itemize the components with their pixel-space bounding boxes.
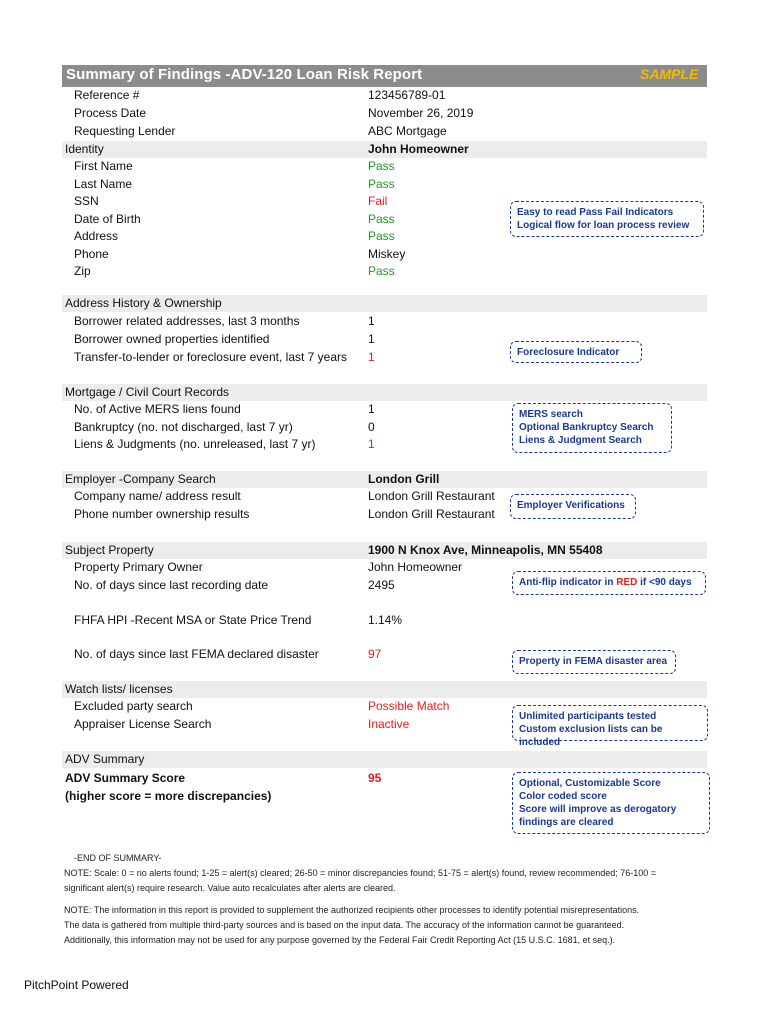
- row-label: Borrower owned properties identified: [74, 332, 270, 346]
- adv-score: 95: [368, 771, 382, 785]
- row-label: Phone number ownership results: [74, 507, 250, 521]
- note-text: NOTE: Scale: 0 = no alerts found; 1-25 = alert(s) cleared; 26-50 = minor discrepancies found; 51-75 = alert(s) found, review recommended; 76-100 =: [64, 868, 657, 878]
- note-text: significant alert(s) require research. Value auto recalculates after alerts are cleared.: [64, 883, 396, 893]
- row-value: 1: [368, 402, 375, 416]
- section-title: Address History & Ownership: [65, 296, 222, 310]
- callout-fema: [512, 650, 676, 674]
- callout-mortgage: [512, 403, 672, 453]
- score-label: ADV Summary Score: [65, 771, 186, 785]
- row-value-alert: 1: [368, 350, 375, 364]
- row-value: 1.14%: [368, 613, 403, 627]
- row-label: Property Primary Owner: [74, 560, 203, 574]
- callout-text: Anti-flip indicator in: [519, 577, 617, 588]
- section-title: Watch lists/ licenses: [65, 682, 173, 696]
- row-label: Phone: [74, 247, 109, 261]
- callout-red-text: RED: [616, 577, 638, 588]
- section-identity: [62, 141, 707, 158]
- row-value: 1: [368, 332, 375, 346]
- callout-line: Property in FEMA disaster area: [519, 656, 668, 667]
- callout-antiflip: [512, 571, 706, 595]
- row-label: Bankruptcy (no. not discharged, last 7 yr): [74, 420, 293, 434]
- row-value: London Grill Restaurant: [368, 507, 495, 521]
- callout-line: Optional, Customizable Score: [519, 778, 661, 789]
- row-value: 2495: [368, 578, 395, 592]
- row-value-alert: 97: [368, 647, 382, 661]
- callout-score: [512, 772, 710, 834]
- callout-line: Score will improve as derogatory: [519, 804, 677, 815]
- meta-value: 123456789-01: [368, 88, 446, 102]
- callout-employer: [510, 494, 636, 519]
- status-fail: Fail: [368, 194, 388, 208]
- row-label: Liens & Judgments (no. unreleased, last 7 yr): [74, 437, 316, 451]
- callout-line: Easy to read Pass Fail Indicators: [517, 207, 674, 218]
- callout-line: findings are cleared: [519, 817, 614, 828]
- section-address: [62, 295, 707, 312]
- meta-label: Process Date: [74, 106, 147, 120]
- row-label: No. of days since last recording date: [74, 578, 269, 592]
- section-title: Employer -Company Search: [65, 472, 216, 486]
- callout-line: Color coded score: [519, 791, 607, 802]
- callout-line: Custom exclusion lists can be included: [519, 724, 663, 748]
- meta-label: Requesting Lender: [74, 124, 176, 138]
- note-text: Additionally, this information may not be used for any purpose governed by the Federal Fair Credit Reporting Act (15 U.S.C. 1681, et seq.).: [64, 935, 616, 945]
- note-text: NOTE: The information in this report is provided to supplement the authorized recipients other processes to identify potential misrepresentations.: [64, 905, 640, 915]
- callout-foreclosure: [510, 341, 642, 363]
- callout-watch: [512, 705, 708, 748]
- section-title: Mortgage / Civil Court Records: [65, 385, 230, 399]
- meta-value: November 26, 2019: [368, 106, 474, 120]
- row-value: 1: [368, 314, 375, 328]
- callout-text: if <90 days: [637, 577, 692, 588]
- status-pass: Pass: [368, 159, 395, 173]
- row-value: London Grill Restaurant: [368, 489, 495, 503]
- row-label: Excluded party search: [74, 699, 193, 713]
- row-value-alert: 1: [368, 437, 375, 451]
- row-label: Date of Birth: [74, 212, 141, 226]
- row-value-alert: Inactive: [368, 717, 410, 731]
- section-watch: [62, 681, 707, 698]
- callout-line: Foreclosure Indicator: [517, 347, 620, 358]
- row-label: Address: [74, 229, 119, 243]
- callout-line: Optional Bankruptcy Search: [519, 422, 654, 433]
- row-label: Company name/ address result: [74, 489, 241, 503]
- row-value: John Homeowner: [368, 560, 463, 574]
- callout-line: Unlimited participants tested: [519, 711, 657, 722]
- row-value: 0: [368, 420, 375, 434]
- row-label: Transfer-to-lender or foreclosure event, last 7 years: [74, 350, 348, 364]
- meta-label: Reference #: [74, 88, 140, 102]
- meta-value: ABC Mortgage: [368, 124, 447, 138]
- section-summary: [62, 751, 707, 768]
- status-value: Miskey: [368, 247, 406, 261]
- end-of-summary: -END OF SUMMARY-: [74, 853, 162, 863]
- property-address: 1900 N Knox Ave, Minneapolis, MN 55408: [368, 543, 603, 557]
- row-label: No. of days since last FEMA declared disaster: [74, 647, 319, 661]
- row-label: First Name: [74, 159, 133, 173]
- callout-line: MERS search: [519, 409, 583, 420]
- section-title: ADV Summary: [65, 752, 145, 766]
- status-pass: Pass: [368, 177, 395, 191]
- identity-name: John Homeowner: [368, 142, 469, 156]
- section-employer: [62, 471, 707, 488]
- callout-identity: [510, 201, 704, 237]
- status-pass: Pass: [368, 264, 395, 278]
- row-label: No. of Active MERS liens found: [74, 402, 241, 416]
- row-label: Last Name: [74, 177, 133, 191]
- section-mortgage: [62, 384, 707, 401]
- score-sublabel: (higher score = more discrepancies): [65, 789, 272, 803]
- sample-watermark: SAMPLE: [640, 66, 699, 82]
- section-title: Subject Property: [65, 543, 154, 557]
- callout-line: Employer Verifications: [517, 500, 625, 511]
- callout-line: Liens & Judgment Search: [519, 435, 642, 446]
- row-label: Borrower related addresses, last 3 months: [74, 314, 300, 328]
- row-label: Appraiser License Search: [74, 717, 212, 731]
- row-label: FHFA HPI -Recent MSA or State Price Trend: [74, 613, 312, 627]
- row-label: SSN: [74, 194, 99, 208]
- report-title: Summary of Findings -ADV-120 Loan Risk Report: [66, 66, 423, 83]
- row-value-alert: Possible Match: [368, 699, 450, 713]
- section-property: [62, 542, 707, 559]
- callout-line: Logical flow for loan process review: [517, 220, 690, 231]
- row-label: Zip: [74, 264, 91, 278]
- footer-brand: PitchPoint Powered: [24, 978, 129, 992]
- section-value: London Grill: [368, 472, 440, 486]
- status-pass: Pass: [368, 229, 395, 243]
- note-text: The data is gathered from multiple third-party sources and is based on the input data. The accuracy of the information cannot be guaranteed.: [64, 920, 625, 930]
- status-pass: Pass: [368, 212, 395, 226]
- section-title: Identity: [65, 142, 104, 156]
